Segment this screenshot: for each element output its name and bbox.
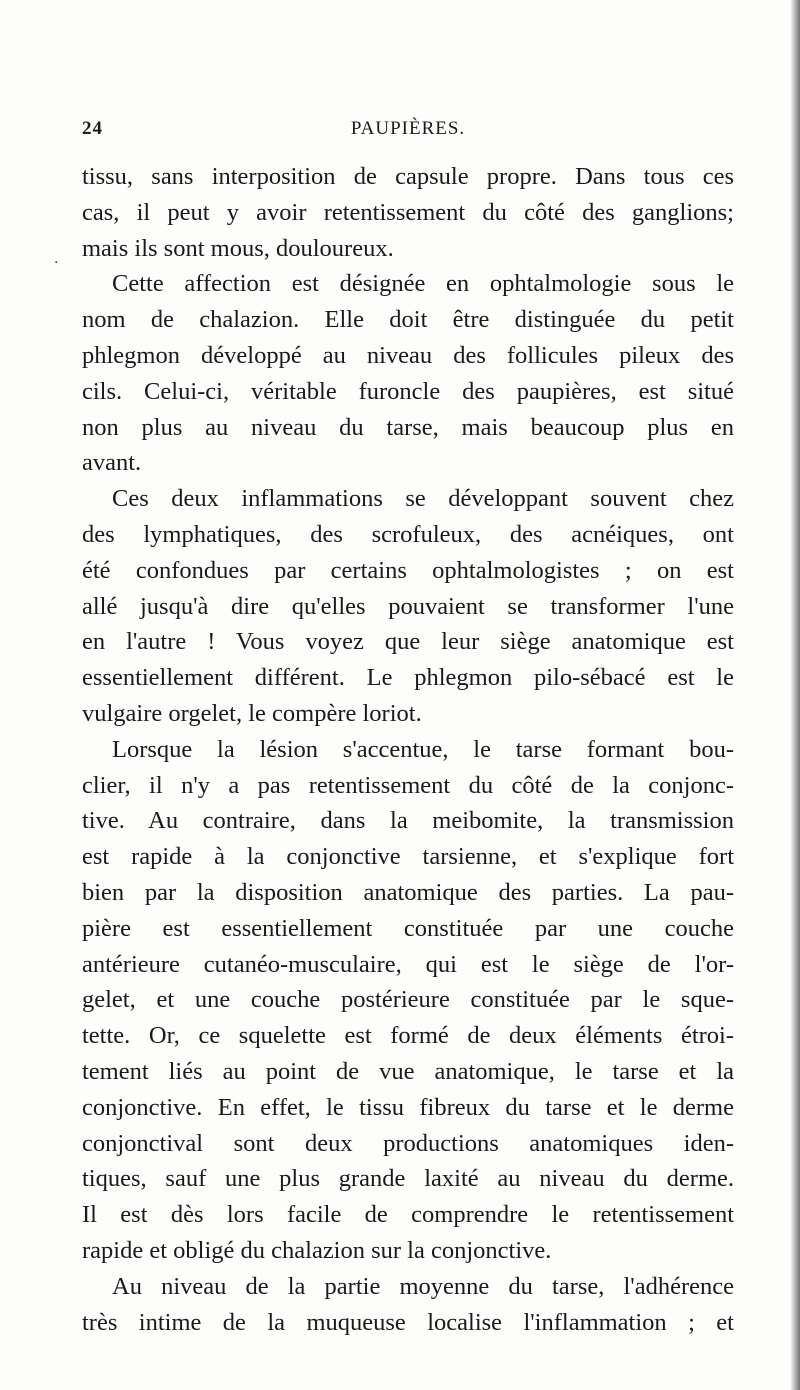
text-line: est rapide à la conjonctive tarsienne, et s'explique fort bbox=[82, 843, 734, 871]
text-line: Il est dès lors facile de comprendre le retentissement bbox=[82, 1201, 734, 1229]
text-line: vulgaire orgelet, le compère loriot. bbox=[82, 699, 422, 727]
paragraph-start-line: Lorsque la lésion s'accentue, le tarse formant bou- bbox=[112, 735, 734, 763]
text-line: mais ils sont mous, douloureux. bbox=[82, 234, 394, 262]
text-line: tiques, sauf une plus grande laxité au niveau du derme. bbox=[82, 1165, 734, 1193]
text-line: allé jusqu'à dire qu'elles pouvaient se transformer l'une bbox=[82, 592, 734, 620]
text-line: cils. Celui-ci, véritable furoncle des paupières, est situé bbox=[82, 377, 734, 405]
page-edge-shadow bbox=[790, 0, 800, 1390]
text-line: tette. Or, ce squelette est formé de deux éléments étroi- bbox=[82, 1022, 734, 1050]
running-title: PAUPIÈRES. bbox=[350, 118, 466, 139]
text-line: antérieure cutanéo-musculaire, qui est le siège de l'or- bbox=[82, 950, 734, 978]
paragraph-start-line: Au niveau de la partie moyenne du tarse, l'adhérence bbox=[112, 1272, 734, 1300]
text-line: gelet, et une couche postérieure constituée par le sque- bbox=[82, 986, 734, 1014]
text-line: conjonctival sont deux productions anatomiques iden- bbox=[82, 1129, 734, 1157]
text-line: très intime de la muqueuse localise l'inflammation ; et bbox=[82, 1308, 734, 1336]
page-number: 24 bbox=[82, 118, 103, 139]
text-line: pière est essentiellement constituée par une couche bbox=[82, 914, 734, 942]
text-line: essentiellement différent. Le phlegmon pilo-sébacé est le bbox=[82, 664, 734, 692]
text-line: tement liés au point de vue anatomique, le tarse et la bbox=[82, 1057, 734, 1085]
text-line: nom de chalazion. Elle doit être distinguée du petit bbox=[82, 306, 734, 334]
text-line: cas, il peut y avoir retentissement du côté des ganglions; bbox=[82, 198, 734, 226]
page-header bbox=[82, 118, 734, 144]
paragraph-start-line: Cette affection est désignée en ophtalmologie sous le bbox=[112, 270, 734, 298]
text-line: en l'autre ! Vous voyez que leur siège anatomique est bbox=[82, 628, 734, 656]
body-text bbox=[82, 159, 734, 1340]
text-line: rapide et obligé du chalazion sur la conjonctive. bbox=[82, 1236, 552, 1264]
text-line: non plus au niveau du tarse, mais beaucoup plus en bbox=[82, 413, 734, 441]
text-line: tive. Au contraire, dans la meibomite, la transmission bbox=[82, 807, 734, 835]
margin-mark: . bbox=[54, 251, 59, 267]
paragraph-start-line: Ces deux inflammations se développant souvent chez bbox=[112, 485, 734, 513]
text-line: été confondues par certains ophtalmologistes ; on est bbox=[82, 556, 734, 584]
text-line: bien par la disposition anatomique des parties. La pau- bbox=[82, 878, 734, 906]
text-line: avant. bbox=[82, 449, 142, 477]
text-line: conjonctive. En effet, le tissu fibreux du tarse et le derme bbox=[82, 1093, 734, 1121]
text-line: clier, il n'y a pas retentissement du côté de la conjonc- bbox=[82, 771, 734, 799]
text-line: phlegmon développé au niveau des follicules pileux des bbox=[82, 341, 734, 369]
text-line: tissu, sans interposition de capsule propre. Dans tous ces bbox=[82, 163, 734, 190]
text-line: des lymphatiques, des scrofuleux, des acnéiques, ont bbox=[82, 520, 734, 548]
